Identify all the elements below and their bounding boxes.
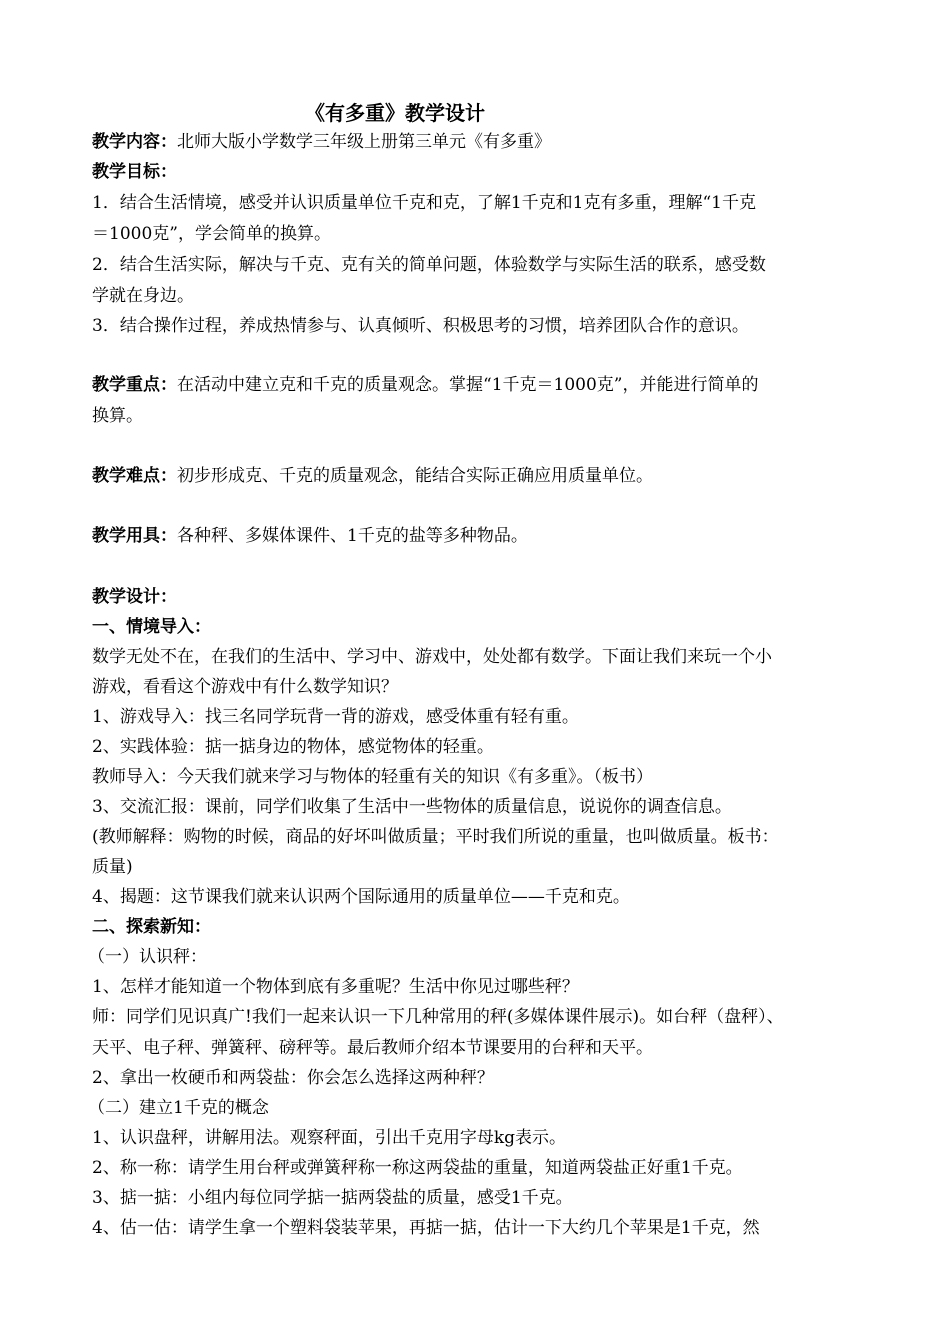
key-point-line (92, 373, 758, 397)
content-label: 教学内容： (92, 132, 177, 152)
section2-line: 1、认识盘秤，讲解用法。观察秤面，引出千克用字母kg表示。 (92, 1128, 566, 1148)
difficulty-text: 初步形成克、千克的质量观念，能结合实际正确应用质量单位。 (177, 466, 653, 486)
section2-subheading: （一）认识秤： (88, 947, 207, 967)
tools-label: 教学用具： (92, 526, 177, 546)
section2-line: 天平、电子秤、弹簧秤、磅秤等。最后教师介绍本节课要用的台秤和天平。 (92, 1038, 653, 1058)
section1-line: 教师导入：今天我们就来学习与物体的轻重有关的知识《有多重》。（板书） (92, 767, 653, 787)
section2-line: 师：同学们见识真广!我们一起来认识一下几种常用的秤(多媒体课件展示)。如台秤（盘秤）、 (92, 1007, 784, 1027)
section1-line: 2、实践体验：掂一掂身边的物体，感觉物体的轻重。 (92, 737, 494, 757)
content-line (92, 130, 551, 154)
section1-line: 质量) (92, 857, 133, 877)
key-point-line: 换算。 (92, 406, 143, 426)
section1-line: 1、游戏导入：找三名同学玩背一背的游戏，感受体重有轻有重。 (92, 707, 579, 727)
difficulty-line (92, 464, 653, 488)
section2-heading: 二、探索新知： (92, 917, 211, 937)
section2-line: 2、称一称：请学生用台秤或弹簧秤称一称这两袋盐的重量，知道两袋盐正好重1千克。 (92, 1158, 743, 1178)
content-text: 北师大版小学数学三年级上册第三单元《有多重》 (177, 132, 551, 152)
section2-line: 2、拿出一枚硬币和两袋盐：你会怎么选择这两种秤？ (92, 1068, 494, 1088)
section1-line: 游戏，看看这个游戏中有什么数学知识？ (92, 677, 398, 697)
tools-line (92, 524, 528, 548)
section1-line: (教师解释：购物的时候，商品的好坏叫做质量；平时我们所说的重量，也叫做质量。板书： (92, 827, 779, 847)
section1-line: 3、交流汇报：课前，同学们收集了生活中一些物体的质量信息，说说你的调查信息。 (92, 797, 732, 817)
section2-line: 3、掂一掂：小组内每位同学掂一掂两袋盐的质量，感受1千克。 (92, 1188, 573, 1208)
section1-heading: 一、情境导入： (92, 617, 211, 637)
key-point-text: 在活动中建立克和千克的质量观念。掌握“1千克＝1000克”，并能进行简单的 (177, 375, 759, 395)
goals-line: 3．结合操作过程，养成热情参与、认真倾听、积极思考的习惯，培养团队合作的意识。 (92, 316, 749, 336)
goals-line: 学就在身边。 (92, 286, 194, 306)
tools-text: 各种秤、多媒体课件、1千克的盐等多种物品。 (177, 526, 528, 546)
goals-line: 2．结合生活实际，解决与千克、克有关的简单问题，体验数学与实际生活的联系，感受数 (92, 255, 766, 275)
document-title: 《有多重》教学设计 (305, 101, 485, 125)
section2-subheading: （二）建立1千克的概念 (88, 1098, 269, 1118)
section2-line: 1、怎样才能知道一个物体到底有多重呢？生活中你见过哪些秤？ (92, 977, 579, 997)
section1-line: 4、揭题：这节课我们就来认识两个国际通用的质量单位——千克和克。 (92, 887, 630, 907)
goals-line: 1．结合生活情境，感受并认识质量单位千克和克，了解1千克和1克有多重，理解“1千克 (92, 193, 756, 213)
section1-line: 数学无处不在，在我们的生活中、学习中、游戏中，处处都有数学。下面让我们来玩一个小 (92, 647, 772, 667)
difficulty-label: 教学难点： (92, 466, 177, 486)
key-point-label: 教学重点： (92, 375, 177, 395)
goals-label: 教学目标： (92, 162, 177, 182)
design-label: 教学设计： (92, 587, 177, 607)
section2-line: 4、估一估：请学生拿一个塑料袋装苹果，再掂一掂，估计一下大约几个苹果是1千克，然 (92, 1218, 760, 1238)
goals-line: ＝1000克”，学会简单的换算。 (92, 224, 331, 244)
